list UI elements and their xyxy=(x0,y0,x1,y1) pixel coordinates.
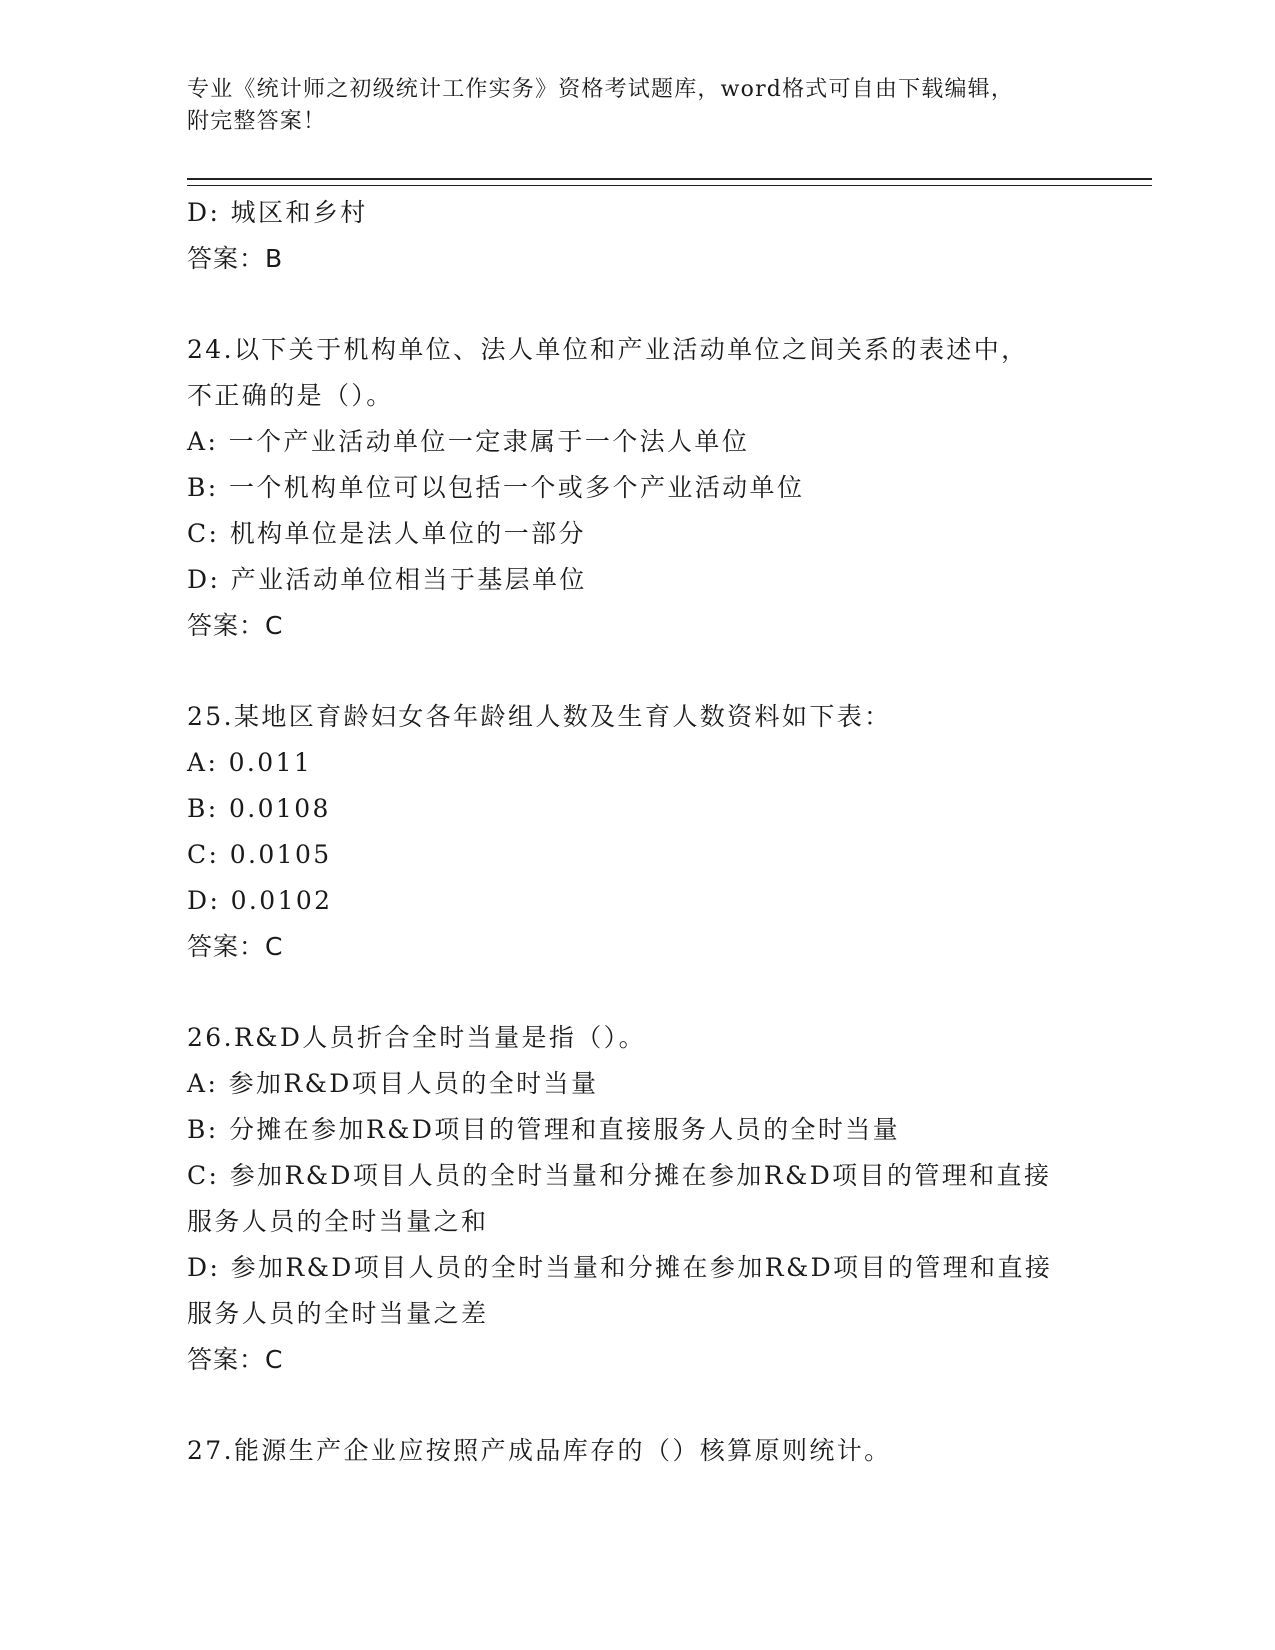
option-d-continued: 服务人员的全时当量之差 xyxy=(187,1299,489,1328)
option-c-continued: 服务人员的全时当量之和 xyxy=(187,1207,489,1236)
option-a: A: 参加R&D项目人员的全时当量 xyxy=(187,1069,599,1098)
option-a: A: 一个产业活动单位一定隶属于一个法人单位 xyxy=(187,427,750,456)
header-divider xyxy=(187,178,1152,186)
spacer xyxy=(187,282,1107,327)
question-23-tail xyxy=(187,190,1107,282)
option-c: C: 机构单位是法人单位的一部分 xyxy=(187,519,586,548)
question-list xyxy=(187,190,1107,1474)
answer: 答案：B xyxy=(187,244,284,273)
question-stem: 26.R&D人员折合全时当量是指（）。 xyxy=(187,1023,646,1052)
option-b: B: 一个机构单位可以包括一个或多个产业活动单位 xyxy=(187,473,805,502)
option-c: C: 0.0105 xyxy=(187,840,332,869)
spacer xyxy=(187,649,1107,694)
answer: 答案：C xyxy=(187,1345,284,1374)
option-b: B: 分摊在参加R&D项目的管理和直接服务人员的全时当量 xyxy=(187,1115,901,1144)
question-stem: 25.某地区育龄妇女各年龄组人数及生育人数资料如下表： xyxy=(187,702,892,731)
option-d: D: 参加R&D项目人员的全时当量和分摊在参加R&D项目的管理和直接 xyxy=(187,1253,1053,1282)
spacer xyxy=(187,1383,1107,1428)
header-line-2: 附完整答案！ xyxy=(187,109,327,134)
question-stem: 27.能源生产企业应按照产成品库存的（）核算原则统计。 xyxy=(187,1436,892,1465)
question-26 xyxy=(187,1015,1107,1383)
option-d: D: 产业活动单位相当于基层单位 xyxy=(187,565,587,594)
answer: 答案：C xyxy=(187,932,284,961)
document-header xyxy=(187,74,1087,138)
answer: 答案：C xyxy=(187,611,284,640)
spacer xyxy=(187,970,1107,1015)
option-c: C: 参加R&D项目人员的全时当量和分摊在参加R&D项目的管理和直接 xyxy=(187,1161,1052,1190)
option-a: A: 0.011 xyxy=(187,748,313,777)
question-24 xyxy=(187,327,1107,649)
option-d: D: 0.0102 xyxy=(187,886,333,915)
question-27 xyxy=(187,1428,1107,1474)
option-b: B: 0.0108 xyxy=(187,794,331,823)
question-25 xyxy=(187,694,1107,970)
header-line-1: 专业《统计师之初级统计工作实务》资格考试题库，word格式可自由下载编辑， xyxy=(187,77,1015,102)
question-stem-continued: 不正确的是（）。 xyxy=(187,381,394,410)
question-stem: 24.以下关于机构单位、法人单位和产业活动单位之间关系的表述中， xyxy=(187,335,1029,364)
option-d: D: 城区和乡村 xyxy=(187,198,368,227)
